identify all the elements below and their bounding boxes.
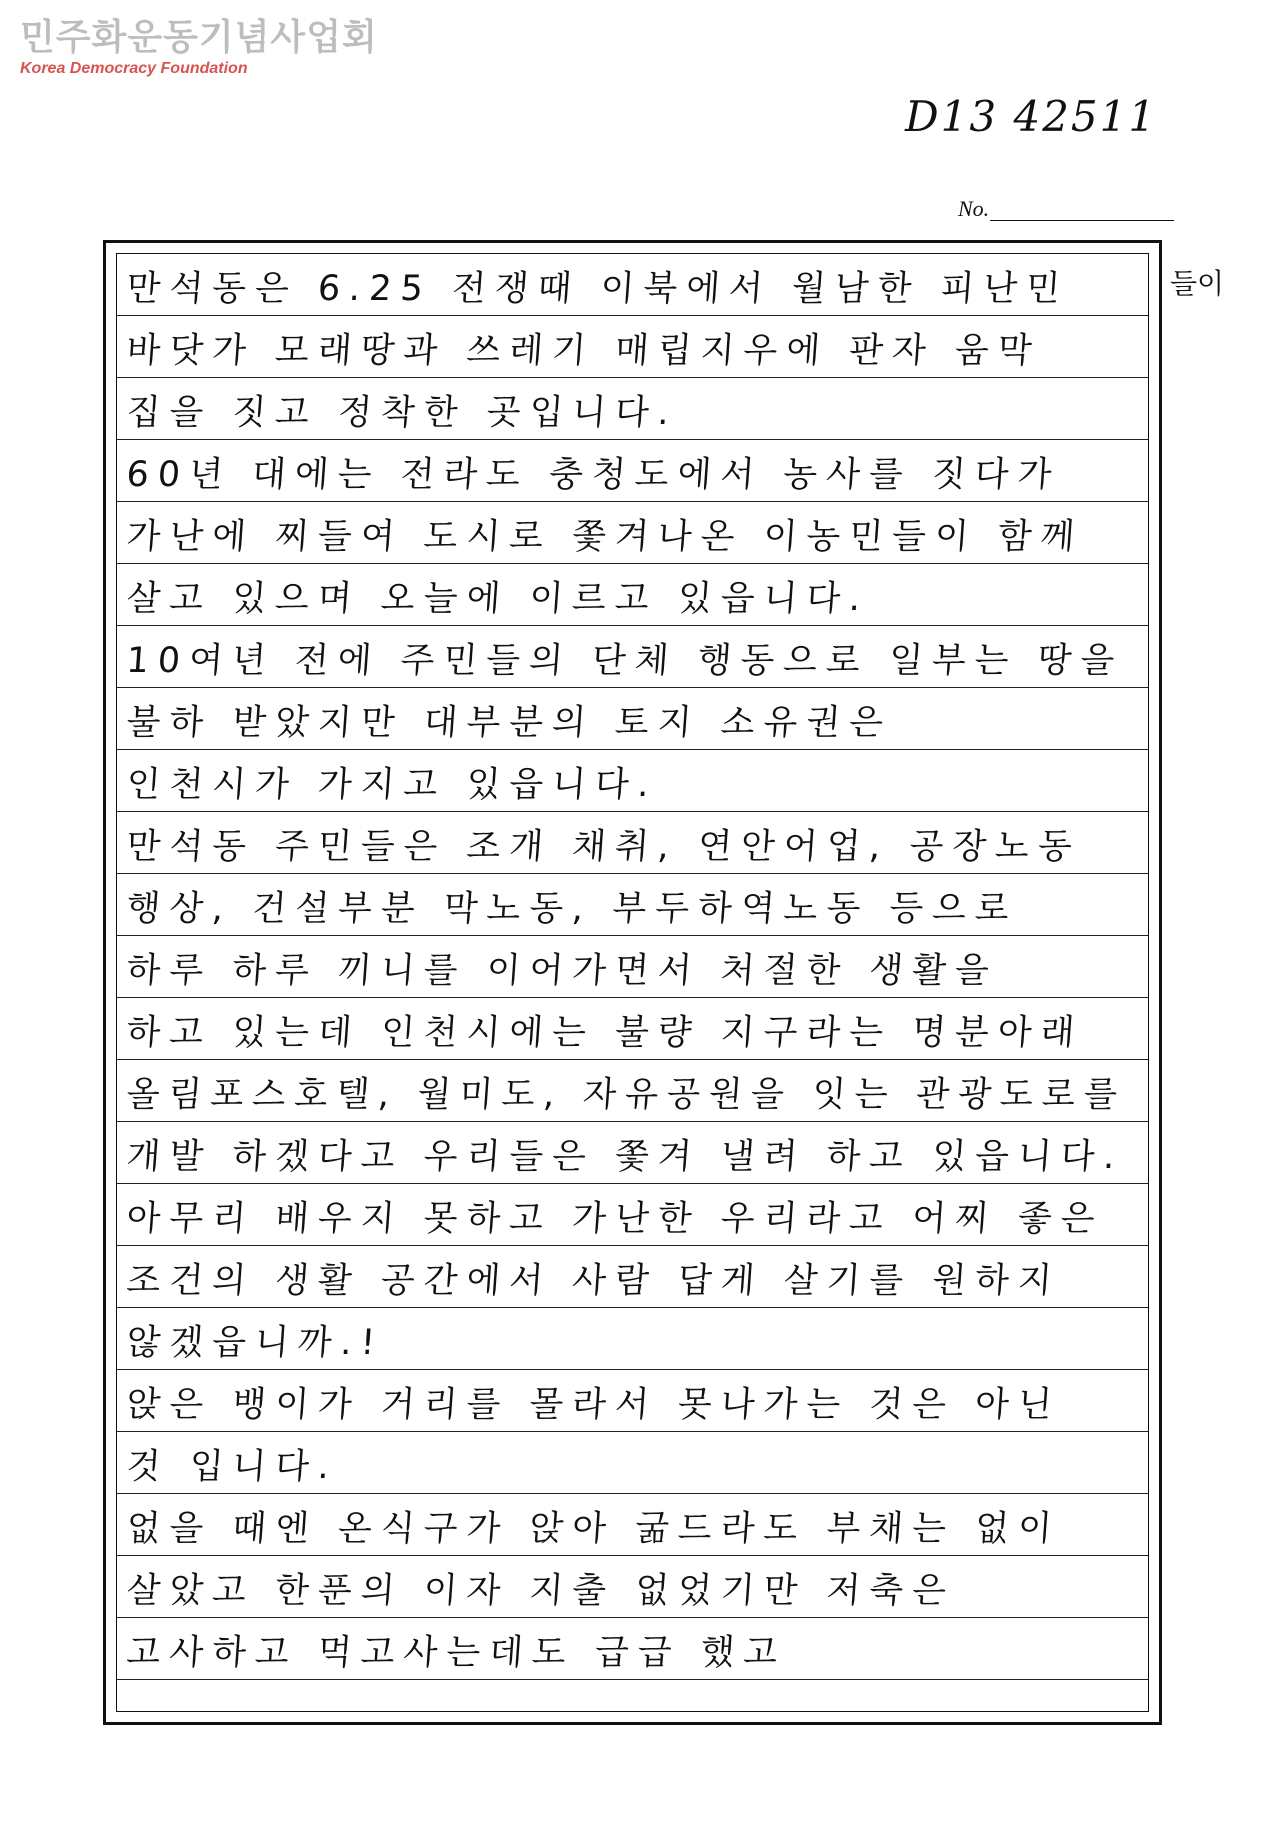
handwritten-text: 않겠읍니까.!	[125, 1323, 386, 1363]
handwritten-text: 살았고 한푼의 이자 지출 없었기만 저축은	[125, 1571, 957, 1611]
number-label: No.	[958, 196, 990, 221]
text-line	[117, 936, 1148, 998]
handwritten-text: 만석동 주민들은 조개 채취, 연안어업, 공장노동	[125, 827, 1083, 867]
text-line	[117, 688, 1148, 750]
logo-korean-text: 민주화운동기념사업회	[20, 17, 378, 58]
handwritten-text: 10여년 전에 주민들의 단체 행동으로 일부는 땅을	[125, 641, 1125, 681]
text-line	[117, 1060, 1148, 1122]
text-line	[117, 440, 1148, 502]
handwritten-text: 조건의 생활 공간에서 사람 답게 살기를 원하지	[125, 1261, 1063, 1301]
handwritten-text: 아무리 배우지 못하고 가난한 우리라고 어찌 좋은	[125, 1199, 1105, 1239]
foundation-logo	[20, 18, 378, 78]
handwritten-text: 하고 있는데 인천시에는 불량 지구라는 명분아래	[125, 1013, 1085, 1053]
text-line	[117, 1246, 1148, 1308]
text-line	[117, 1432, 1148, 1494]
text-line	[117, 1308, 1148, 1370]
handwritten-text: 불하 받았지만 대부분의 토지 소유권은	[125, 703, 894, 743]
text-line	[117, 1122, 1148, 1184]
margin-note: 들이	[1170, 267, 1225, 300]
handwritten-text: 것 입니다.	[125, 1447, 340, 1487]
handwritten-text: 없을 때엔 온식구가 앉아 굶드라도 부채는 없이	[125, 1509, 1063, 1549]
text-line	[117, 502, 1148, 564]
text-line	[117, 378, 1148, 440]
text-line	[117, 998, 1148, 1060]
text-line	[117, 316, 1148, 378]
logo-english-text: Korea Democracy Foundation	[20, 60, 248, 77]
handwritten-text: 가난에 찌들여 도시로 쫓겨나온 이농민들이 함께	[125, 517, 1085, 557]
text-line	[117, 812, 1148, 874]
number-underline	[990, 220, 1174, 221]
archive-code: D13 42511	[905, 92, 1158, 141]
lined-paper	[103, 240, 1162, 1725]
text-line	[117, 874, 1148, 936]
handwritten-text: 개발 하겠다고 우리들은 쫓겨 낼려 하고 있읍니다.	[125, 1137, 1126, 1177]
handwritten-text: 살고 있으며 오늘에 이르고 있읍니다.	[125, 579, 871, 619]
text-line	[117, 1184, 1148, 1246]
text-line	[117, 1618, 1148, 1680]
text-line	[117, 750, 1148, 812]
handwritten-text: 60년 대에는 전라도 충청도에서 농사를 짓다가	[125, 455, 1062, 495]
text-line	[117, 254, 1148, 316]
handwritten-text: 바닷가 모래땅과 쓰레기 매립지우에 판자 움막	[125, 331, 1042, 371]
paper-ruled-area	[116, 253, 1149, 1712]
handwritten-text: 인천시가 가지고 있읍니다.	[125, 765, 660, 805]
text-line	[117, 1370, 1148, 1432]
text-line	[117, 626, 1148, 688]
handwritten-text: 행상, 건설부분 막노동, 부두하역노동 등으로	[125, 889, 1020, 929]
handwritten-text: 고사하고 먹고사는데도 급급 했고	[125, 1633, 788, 1673]
text-line	[117, 1556, 1148, 1618]
text-line	[117, 1494, 1148, 1556]
handwritten-text: 집을 짓고 정착한 곳입니다.	[125, 393, 680, 433]
text-line	[117, 564, 1148, 626]
handwritten-text: 만석동은 6.25 전쟁때 이북에서 월남한 피난민	[125, 269, 1071, 309]
handwritten-text: 앉은 뱅이가 거리를 몰라서 못나가는 것은 아닌	[125, 1385, 1063, 1425]
handwritten-text: 하루 하루 끼니를 이어가면서 처절한 생활을	[125, 951, 1000, 991]
handwritten-text: 올림포스호텔, 월미도, 자유공원을 잇는 관광도로를	[125, 1075, 1128, 1115]
